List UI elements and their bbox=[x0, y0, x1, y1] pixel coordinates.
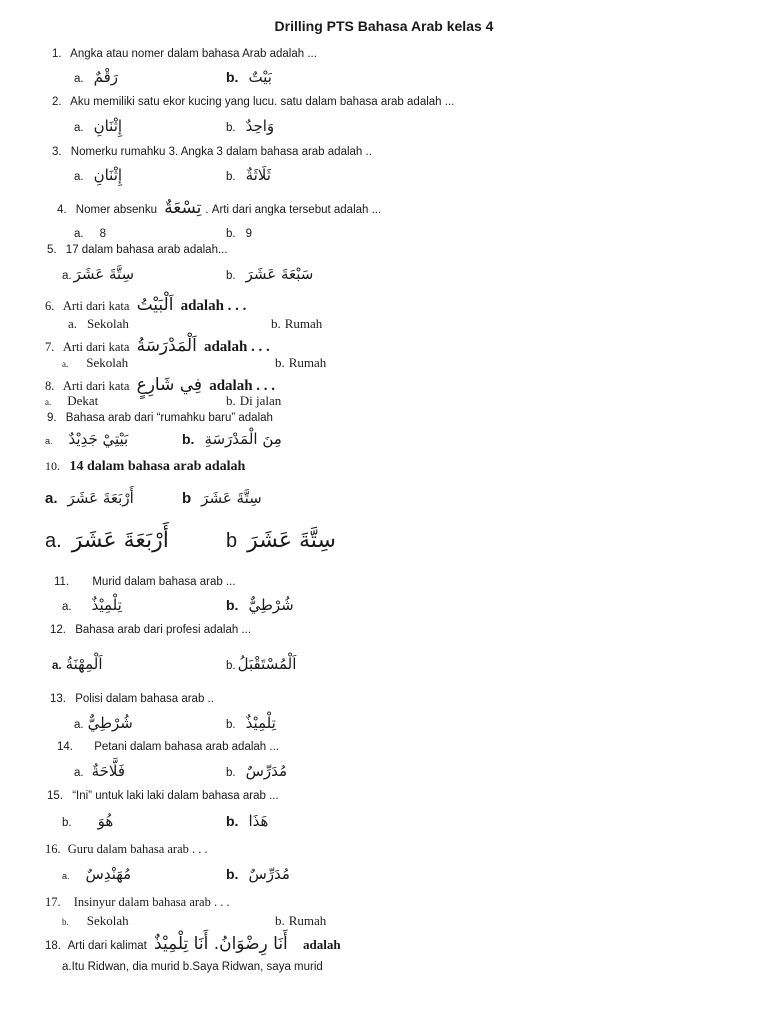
option-letter: a. bbox=[45, 530, 62, 552]
option-value: Sekolah bbox=[86, 913, 129, 928]
question-text: Arti dari kata bbox=[62, 340, 130, 354]
option-letter: b. bbox=[62, 917, 69, 927]
q10-option-a-large[interactable] bbox=[45, 528, 169, 553]
option-letter: b. bbox=[271, 316, 281, 331]
question-1 bbox=[52, 48, 317, 60]
question-text-end: adalah . . . bbox=[180, 298, 247, 314]
question-text: Guru dalam bahasa arab . . . bbox=[67, 842, 208, 856]
option-value: Di jalan bbox=[239, 393, 282, 408]
q14-option-b[interactable] bbox=[226, 762, 287, 780]
answer-options-text: a.Itu Ridwan, dia murid b.Saya Ridwan, saya murid bbox=[62, 961, 323, 973]
option-letter: b. bbox=[226, 171, 236, 183]
option-letter: a. bbox=[74, 73, 84, 85]
question-number: 16. bbox=[45, 842, 61, 856]
question-text: Aku memiliki satu ekor kucing yang lucu. satu dalam bahasa arab adalah ... bbox=[70, 96, 455, 108]
question-13 bbox=[50, 693, 214, 705]
question-number: 1. bbox=[52, 48, 62, 60]
question-arabic: اَلْمَدْرَسَةُ bbox=[136, 336, 197, 356]
question-text-end: . Arti dari angka tersebut adalah ... bbox=[205, 204, 382, 216]
option-letter: b. bbox=[226, 270, 236, 282]
option-letter: a. bbox=[52, 660, 62, 672]
option-arabic: إِثْنَانِ bbox=[93, 117, 123, 135]
option-letter: a. bbox=[62, 270, 72, 282]
question-18 bbox=[45, 934, 341, 954]
question-9 bbox=[47, 412, 273, 424]
option-value: 8 bbox=[99, 228, 106, 240]
option-value: Rumah bbox=[288, 913, 327, 928]
option-arabic: بَيْتٌ bbox=[248, 68, 272, 86]
option-letter: a. bbox=[74, 122, 84, 134]
option-letter: b. bbox=[226, 597, 239, 613]
question-number: 14. bbox=[57, 741, 73, 753]
q1-option-a[interactable] bbox=[74, 68, 118, 86]
q8-option-b[interactable] bbox=[226, 393, 281, 409]
q1-option-b[interactable] bbox=[226, 68, 272, 86]
q17-option-b[interactable] bbox=[275, 913, 326, 929]
option-arabic: وَاحِدٌ bbox=[245, 117, 275, 135]
option-letter: a. bbox=[62, 359, 69, 369]
option-letter: b. bbox=[226, 393, 236, 408]
question-15 bbox=[47, 790, 279, 802]
question-text: Arti dari kata bbox=[62, 379, 130, 393]
option-arabic: تِلْمِيْذٌ bbox=[91, 596, 122, 614]
question-text-end: adalah . . . bbox=[203, 339, 270, 355]
question-text: Insinyur dalam bahasa arab . . . bbox=[73, 895, 230, 909]
question-text: Nomer absenku bbox=[75, 204, 157, 216]
option-letter: a. bbox=[74, 171, 84, 183]
question-12 bbox=[50, 624, 251, 636]
question-text: Bahasa arab dari “rumahku baru” adalah bbox=[65, 412, 273, 424]
question-number: 8. bbox=[45, 379, 55, 393]
q3-option-a[interactable] bbox=[74, 166, 122, 184]
option-letter: a. bbox=[74, 767, 84, 779]
option-arabic: هَذَا bbox=[248, 812, 269, 830]
option-letter: a. bbox=[74, 719, 84, 731]
q16-option-a[interactable] bbox=[62, 865, 131, 883]
option-arabic: بَيْتِيْ جَدِيْدٌ bbox=[68, 430, 129, 448]
option-letter: a. bbox=[74, 228, 84, 240]
question-number: 13. bbox=[50, 693, 66, 705]
option-value: Dekat bbox=[67, 393, 99, 408]
question-text: Arti dari kata bbox=[62, 299, 130, 313]
option-arabic: اَلْمُسْتَقْبَلُ bbox=[237, 655, 297, 673]
option-value: Sekolah bbox=[86, 355, 129, 370]
question-text: Polisi dalam bahasa arab .. bbox=[75, 693, 214, 705]
q2-option-a[interactable] bbox=[74, 117, 122, 135]
option-letter: b bbox=[226, 530, 238, 552]
option-arabic: تِلْمِيْذٌ bbox=[245, 714, 276, 732]
question-number: 6. bbox=[45, 299, 55, 313]
option-value: Rumah bbox=[288, 355, 327, 370]
question-17 bbox=[45, 895, 230, 910]
option-letter: b. bbox=[226, 767, 236, 779]
question-number: 15. bbox=[47, 790, 63, 802]
option-letter: b. bbox=[226, 866, 239, 882]
question-text: Angka atau nomer dalam bahasa Arab adalah ... bbox=[70, 48, 317, 60]
question-6 bbox=[45, 295, 246, 315]
option-value: Sekolah bbox=[87, 316, 129, 331]
option-arabic: مُدَرِّسٌ bbox=[245, 762, 288, 780]
question-number: 18. bbox=[45, 940, 61, 952]
page-title: Drilling PTS Bahasa Arab kelas 4 bbox=[274, 18, 494, 34]
question-14 bbox=[57, 741, 279, 753]
option-letter: a. bbox=[68, 316, 78, 331]
q6-option-b[interactable] bbox=[271, 316, 322, 332]
q14-option-a[interactable] bbox=[74, 762, 125, 780]
question-7 bbox=[45, 336, 270, 356]
question-number: 17. bbox=[45, 895, 61, 909]
question-number: 4. bbox=[57, 204, 67, 216]
option-arabic: شُرْطِيٌّ bbox=[87, 714, 133, 732]
question-text-end: adalah . . . bbox=[209, 378, 276, 394]
question-text-end: adalah bbox=[302, 937, 341, 952]
question-3 bbox=[52, 146, 372, 158]
q12-option-b[interactable] bbox=[226, 655, 296, 673]
question-text: Petani dalam bahasa arab adalah ... bbox=[94, 741, 279, 753]
question-text: 17 dalam bahasa arab adalah... bbox=[65, 244, 228, 256]
option-letter: b. bbox=[182, 431, 195, 447]
q9-option-a[interactable] bbox=[45, 430, 128, 448]
option-letter: a. bbox=[45, 490, 58, 507]
question-text: Murid dalam bahasa arab ... bbox=[92, 576, 236, 588]
q3-option-b[interactable] bbox=[226, 166, 271, 184]
q4-option-b[interactable] bbox=[226, 228, 252, 240]
option-letter: b. bbox=[226, 660, 236, 672]
option-letter: b. bbox=[226, 228, 236, 240]
option-letter: b. bbox=[226, 122, 236, 134]
q16-option-b[interactable] bbox=[226, 865, 290, 883]
q13-option-b[interactable] bbox=[226, 714, 276, 732]
option-arabic: مِنَ الْمَدْرَسَةِ bbox=[204, 430, 282, 448]
question-number: 7. bbox=[45, 340, 55, 354]
q17-option-a[interactable] bbox=[62, 913, 129, 929]
question-11 bbox=[54, 576, 236, 588]
option-arabic: اَلْمِهْنَةُ bbox=[65, 655, 103, 673]
option-arabic: سِتَّةَ عَشَرَ bbox=[247, 528, 336, 553]
q5-option-b[interactable] bbox=[226, 265, 313, 283]
option-arabic: شُرْطِيٌّ bbox=[248, 596, 294, 614]
option-arabic: سَبْعَةَ عَشَرَ bbox=[245, 265, 314, 283]
question-text: 14 dalam bahasa arab adalah bbox=[69, 459, 246, 474]
question-text: Bahasa arab dari profesi adalah ... bbox=[75, 624, 252, 636]
question-2 bbox=[52, 96, 454, 108]
option-arabic: سِتَّةَ عَشَرَ bbox=[201, 489, 262, 507]
question-5 bbox=[47, 244, 228, 256]
q8-option-a[interactable] bbox=[45, 393, 98, 409]
question-4 bbox=[57, 198, 381, 218]
option-arabic: أَرْبَعَةَ عَشَرَ bbox=[67, 489, 134, 507]
question-number: 9. bbox=[47, 412, 57, 424]
q12-option-a[interactable] bbox=[52, 655, 103, 673]
option-letter: b bbox=[182, 490, 192, 507]
option-arabic: مُدَرِّسٌ bbox=[248, 865, 290, 883]
option-value: 9 bbox=[245, 228, 252, 240]
question-8 bbox=[45, 375, 275, 395]
question-arabic: فِي شَارِعٍ bbox=[136, 375, 203, 395]
option-arabic: ثَلَاثَةٌ bbox=[245, 166, 271, 184]
option-arabic: أَرْبَعَةَ عَشَرَ bbox=[71, 528, 169, 553]
option-letter: a. bbox=[45, 436, 53, 446]
option-letter: b. bbox=[226, 719, 236, 731]
question-text: Nomerku rumahku 3. Angka 3 dalam bahasa arab adalah .. bbox=[70, 146, 372, 158]
option-letter: a. bbox=[45, 397, 52, 407]
q9-option-b[interactable] bbox=[182, 430, 282, 448]
question-text: Arti dari kalimat bbox=[67, 940, 147, 952]
q10-option-b-large[interactable] bbox=[226, 528, 336, 553]
option-arabic: رَقْمٌ bbox=[93, 68, 118, 86]
question-number: 3. bbox=[52, 146, 62, 158]
option-arabic: إِثْنَانِ bbox=[93, 166, 123, 184]
q10-option-b[interactable] bbox=[182, 489, 262, 507]
q7-option-a[interactable] bbox=[62, 355, 128, 371]
option-arabic: فَلَّاحَةٌ bbox=[91, 762, 126, 780]
q15-option-a[interactable] bbox=[62, 812, 113, 830]
question-arabic: أَنَا رِضْوَانُ. أَنَا تِلْمِيْذٌ bbox=[154, 934, 288, 954]
question-arabic: اَلْبَيْتُ bbox=[136, 295, 174, 315]
q4-option-a[interactable] bbox=[74, 228, 106, 240]
q15-option-b[interactable] bbox=[226, 812, 268, 830]
question-10 bbox=[45, 459, 245, 475]
q11-option-b[interactable] bbox=[226, 596, 294, 614]
option-letter: a. bbox=[62, 601, 72, 613]
question-number: 5. bbox=[47, 244, 57, 256]
option-arabic: هُوَ bbox=[97, 812, 114, 830]
question-text: “Ini” untuk laki laki dalam bahasa arab ... bbox=[72, 790, 279, 802]
option-letter: a. bbox=[62, 871, 70, 881]
option-letter: b. bbox=[62, 817, 72, 829]
q7-option-b[interactable] bbox=[275, 355, 326, 371]
option-arabic: مُهَنْدِسٌ bbox=[85, 865, 132, 883]
option-letter: b. bbox=[275, 913, 285, 928]
question-number: 10. bbox=[45, 459, 60, 473]
q11-option-a[interactable] bbox=[62, 596, 122, 614]
q13-option-a[interactable] bbox=[74, 714, 133, 732]
question-arabic: تِسْعَةٌ bbox=[164, 198, 202, 218]
q10-option-a[interactable] bbox=[45, 489, 134, 507]
option-letter: b. bbox=[226, 69, 239, 85]
option-arabic: سِتَّةَ عَشَرَ bbox=[73, 265, 135, 283]
question-number: 2. bbox=[52, 96, 62, 108]
q5-option-a[interactable] bbox=[62, 265, 134, 283]
question-number: 12. bbox=[50, 624, 66, 636]
q18-answer-options[interactable] bbox=[62, 961, 323, 973]
q6-option-a[interactable] bbox=[68, 316, 129, 332]
q2-option-b[interactable] bbox=[226, 117, 274, 135]
option-letter: b. bbox=[226, 813, 239, 829]
question-number: 11. bbox=[54, 576, 70, 588]
question-16 bbox=[45, 842, 208, 857]
option-value: Rumah bbox=[284, 316, 323, 331]
option-letter: b. bbox=[275, 355, 285, 370]
